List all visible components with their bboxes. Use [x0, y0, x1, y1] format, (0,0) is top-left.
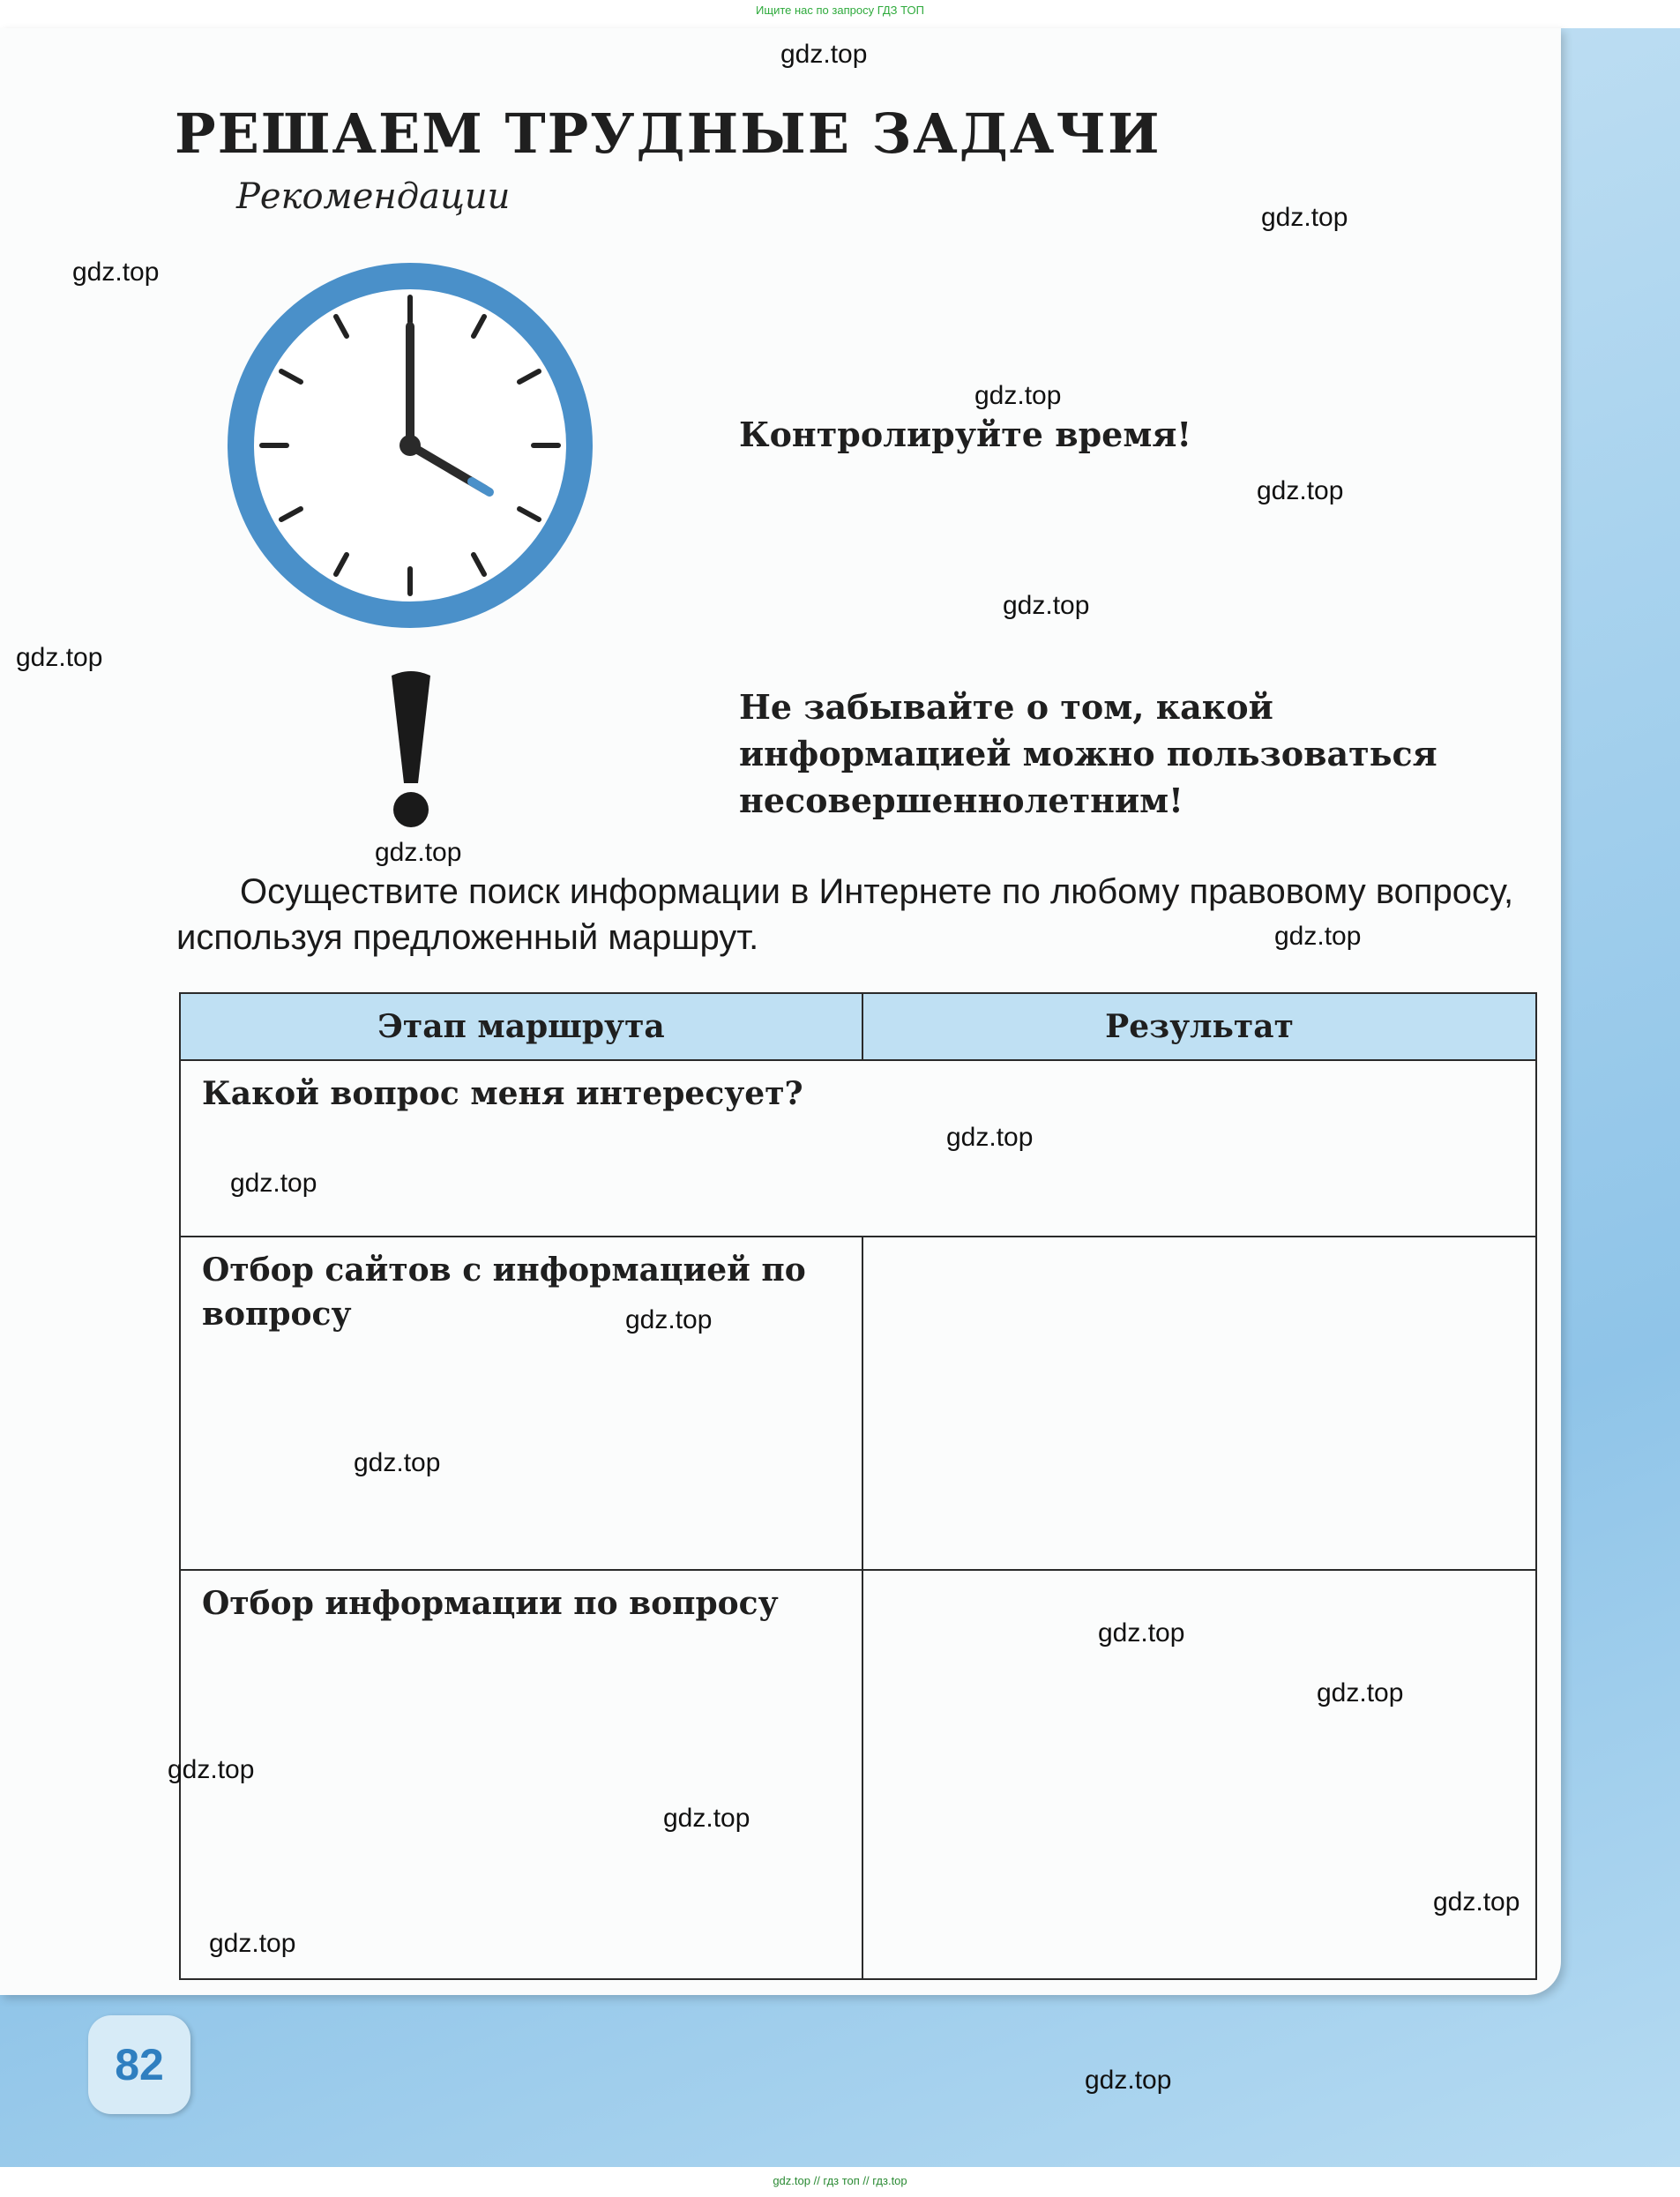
watermark: gdz.top	[375, 838, 462, 867]
exclamation-icon	[388, 670, 434, 829]
table-row	[180, 1570, 1536, 1979]
watermark: gdz.top	[1257, 476, 1344, 505]
watermark: gdz.top	[168, 1755, 255, 1784]
watermark: gdz.top	[1317, 1678, 1404, 1708]
watermark: gdz.top	[1274, 922, 1362, 951]
recommendation-info: Не забывайте о том, какой информацией можно пользоваться несовершеннолетним!	[739, 687, 1437, 820]
watermark: gdz.top	[1003, 591, 1090, 620]
bottom-banner: gdz.top // гдз топ // гдз.top	[773, 2174, 907, 2187]
top-banner: Ищите нас по запросу ГДЗ ТОП	[756, 4, 924, 17]
watermark: gdz.top	[780, 40, 868, 69]
row-question: Какой вопрос меня интересует?	[180, 1060, 1536, 1237]
watermark: gdz.top	[663, 1804, 750, 1833]
header-stage: Этап маршрута	[180, 993, 862, 1060]
header-result: Результат	[862, 993, 1536, 1060]
table-header-row	[180, 993, 1536, 1060]
page-number: 82	[88, 2015, 190, 2114]
result-cell-info[interactable]	[862, 1570, 1536, 1979]
watermark: gdz.top	[625, 1305, 713, 1334]
clock-icon	[225, 260, 595, 631]
section-subtitle: Рекомендации	[236, 176, 511, 217]
watermark: gdz.top	[209, 1929, 296, 1958]
row-info: Отбор информации по вопросу	[180, 1570, 862, 1979]
watermark: gdz.top	[354, 1448, 441, 1477]
watermark: gdz.top	[1085, 2066, 1172, 2095]
row-sites: Отбор сайтов с информацией по вопросу	[180, 1237, 862, 1570]
table-row	[180, 1060, 1536, 1237]
show-through-text	[176, 196, 186, 231]
route-table	[179, 992, 1537, 1980]
task-text: Осуществите поиск информации в Интернете по любому правовому вопросу, используя предложенный маршрут.	[176, 872, 1514, 957]
watermark: gdz.top	[1261, 203, 1348, 232]
watermark: gdz.top	[230, 1169, 317, 1198]
result-cell-sites[interactable]	[862, 1237, 1536, 1570]
watermark: gdz.top	[974, 381, 1062, 410]
watermark: gdz.top	[16, 643, 103, 672]
watermark: gdz.top	[1098, 1618, 1185, 1648]
table-row	[180, 1237, 1536, 1570]
recommendation-time: Контролируйте время!	[739, 415, 1192, 454]
watermark: gdz.top	[946, 1123, 1034, 1152]
page-title: РЕШАЕМ ТРУДНЫЕ ЗАДАЧИ	[175, 101, 1161, 166]
watermark: gdz.top	[1433, 1887, 1520, 1917]
watermark: gdz.top	[72, 258, 160, 287]
